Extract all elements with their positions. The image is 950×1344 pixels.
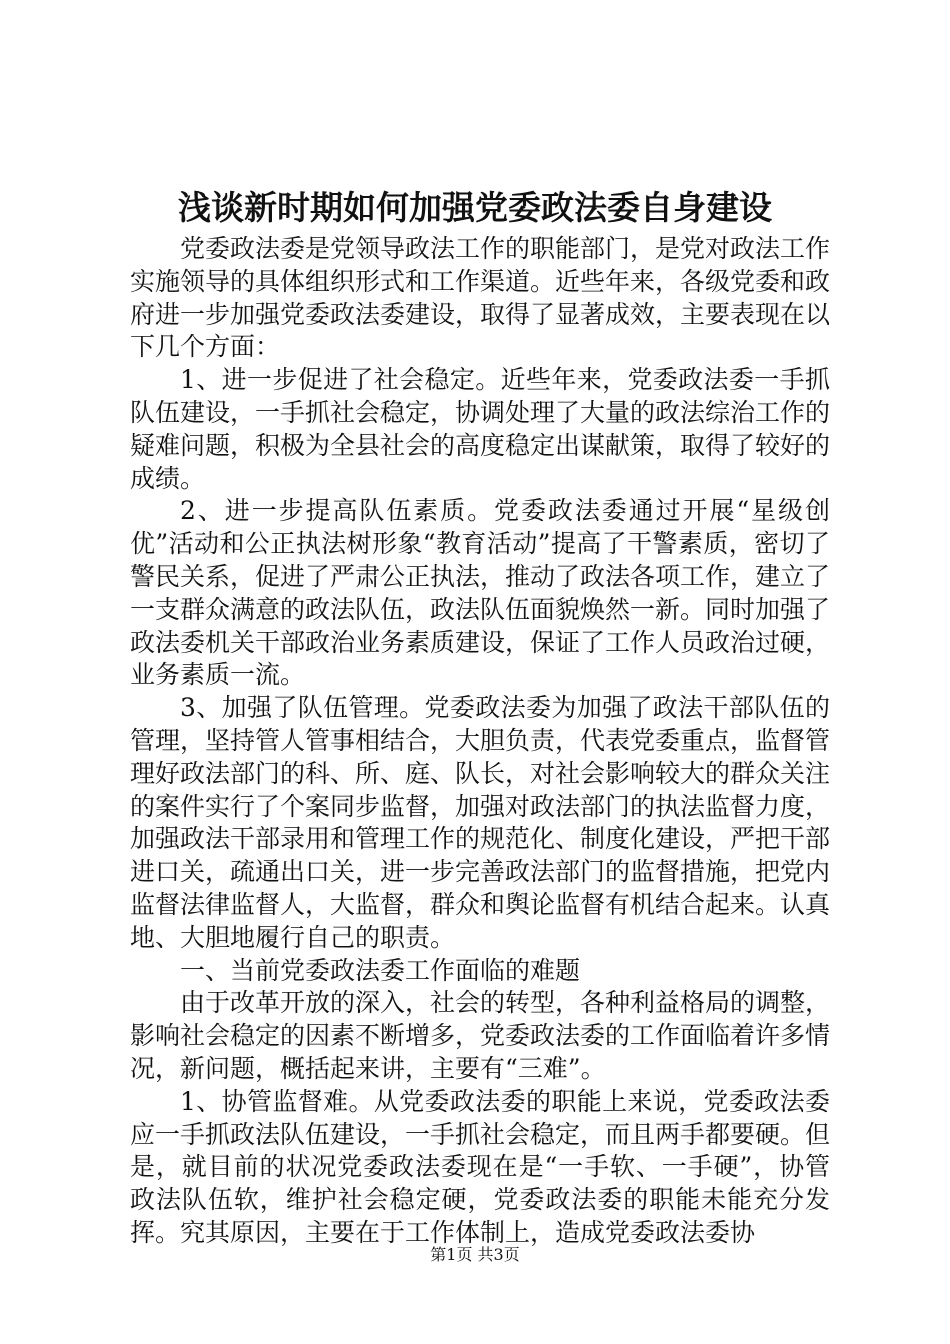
paragraph-problem-1: 1、协管监督难。从党委政法委的职能上来说，党委政法委应一手抓政法队伍建设，一手抓社会稳定，而且两手都要硬。但是，就目前的状况党委政法委现在是“一手软、一手硬”，协管政法队伍软，维护社会稳定硬，党委政法委的职能未能充分发挥。究其原因，主要在于工作体制上，造成党委政法委协 [130,1086,831,1247]
section-heading: 一、当前党委政法委工作面临的难题 [180,955,581,985]
paragraph-point-1: 1、进一步促进了社会稳定。近些年来，党委政法委一手抓队伍建设，一手抓社会稳定，协调处理了大量的政法综治工作的疑难问题，积极为全县社会的高度稳定出谋献策，取得了较好的成绩。 [130,365,831,493]
document-title: 浅谈新时期如何加强党委政法委自身建设 [178,188,772,227]
paragraph-problems-intro: 由于改革开放的深入，社会的转型，各种利益格局的调整，影响社会稳定的因素不断增多，党委政法委的工作面临着许多情况，新问题，概括起来讲，主要有“三难”。 [130,988,831,1083]
paragraph-intro: 党委政法委是党领导政法工作的职能部门，是党对政法工作实施领导的具体组织形式和工作渠道。近些年来，各级党委和政府进一步加强党委政法委建设，取得了显著成效，主要表现在以下几个方面： [130,234,831,362]
page-number-footer: 第1页 共3页 [430,1245,520,1264]
document-body [130,233,830,1250]
paragraph-point-2: 2、进一步提高队伍素质。党委政法委通过开展“星级创优”活动和公正执法树形象“教育活动”提高了干警素质，密切了警民关系，促进了严肃公正执法，推动了政法各项工作，建立了一支群众满意的政法队伍，政法队伍面貌焕然一新。同时加强了政法委机关干部政治业务素质建设，保证了工作人员政治过硬，业务素质一流。 [130,496,831,690]
paragraph-point-3: 3、加强了队伍管理。党委政法委为加强了政法干部队伍的管理，坚持管人管事相结合，大胆负责，代表党委重点，监督管理好政法部门的科、所、庭、队长，对社会影响较大的群众关注的案件实行了个案同步监督，加强对政法部门的执法监督力度，加强政法干部录用和管理工作的规范化、制度化建设，严把干部进口关，疏通出口关，进一步完善政法部门的监督措施，把党内监督法律监督人，大监督，群众和舆论监督有机结合起来。认真地、大胆地履行自己的职责。 [130,693,831,952]
